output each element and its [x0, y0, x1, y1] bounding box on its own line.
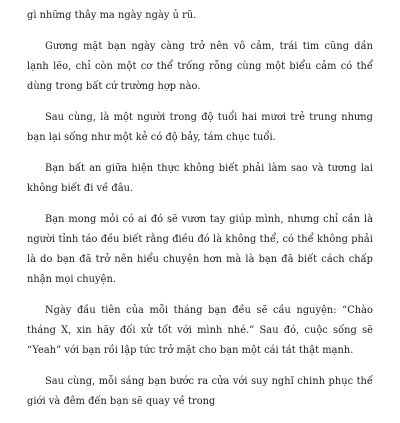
- paragraph-6: Ngày đầu tiên của mỗi tháng bạn đều sẽ cầu nguyện: “Chào tháng X, xin hãy đối xử tốt với mình nhé.” Sau đó, cuộc sống sẽ “Yeah” với bạn rồi lập tức trở mặt cho bạn một cái tát thật mạnh.: [27, 305, 373, 356]
- paragraph-3: Sau cùng, là một người trong độ tuổi hai mươi trẻ trung nhưng bạn lại sống như một kẻ có độ bảy, tám chục tuổi.: [27, 112, 373, 143]
- paragraph-7: Sau cùng, mỗi sáng bạn bước ra cửa với suy nghĩ chinh phục thế giới và đêm đến bạn sẽ quay về trong: [27, 376, 373, 407]
- paragraph-4: Bạn bất an giữa hiện thực không biết phải làm sao và tương lai không biết đi về đâu.: [27, 163, 373, 194]
- paragraph-2: Gương mặt bạn ngày càng trở nên vô cảm, trái tim cũng dần lạnh lẽo, chỉ còn một cơ thể trống rỗng cùng một biểu cảm có thể dùng trong bất cứ trường hợp nào.: [27, 41, 373, 92]
- paragraph-1: gì những thây ma ngày ngày ủ rũ.: [27, 10, 197, 21]
- paragraph-5: Bạn mong mỏi có ai đó sẽ vươn tay giúp mình, nhưng chỉ cần là người tỉnh táo đều biết rằng điều đó là không thể, có thể không phải là do bạn đã trở nên hiểu chuyện hơn mà là bạn đã biết cách chấp nhận mọi chuyện.: [27, 214, 373, 285]
